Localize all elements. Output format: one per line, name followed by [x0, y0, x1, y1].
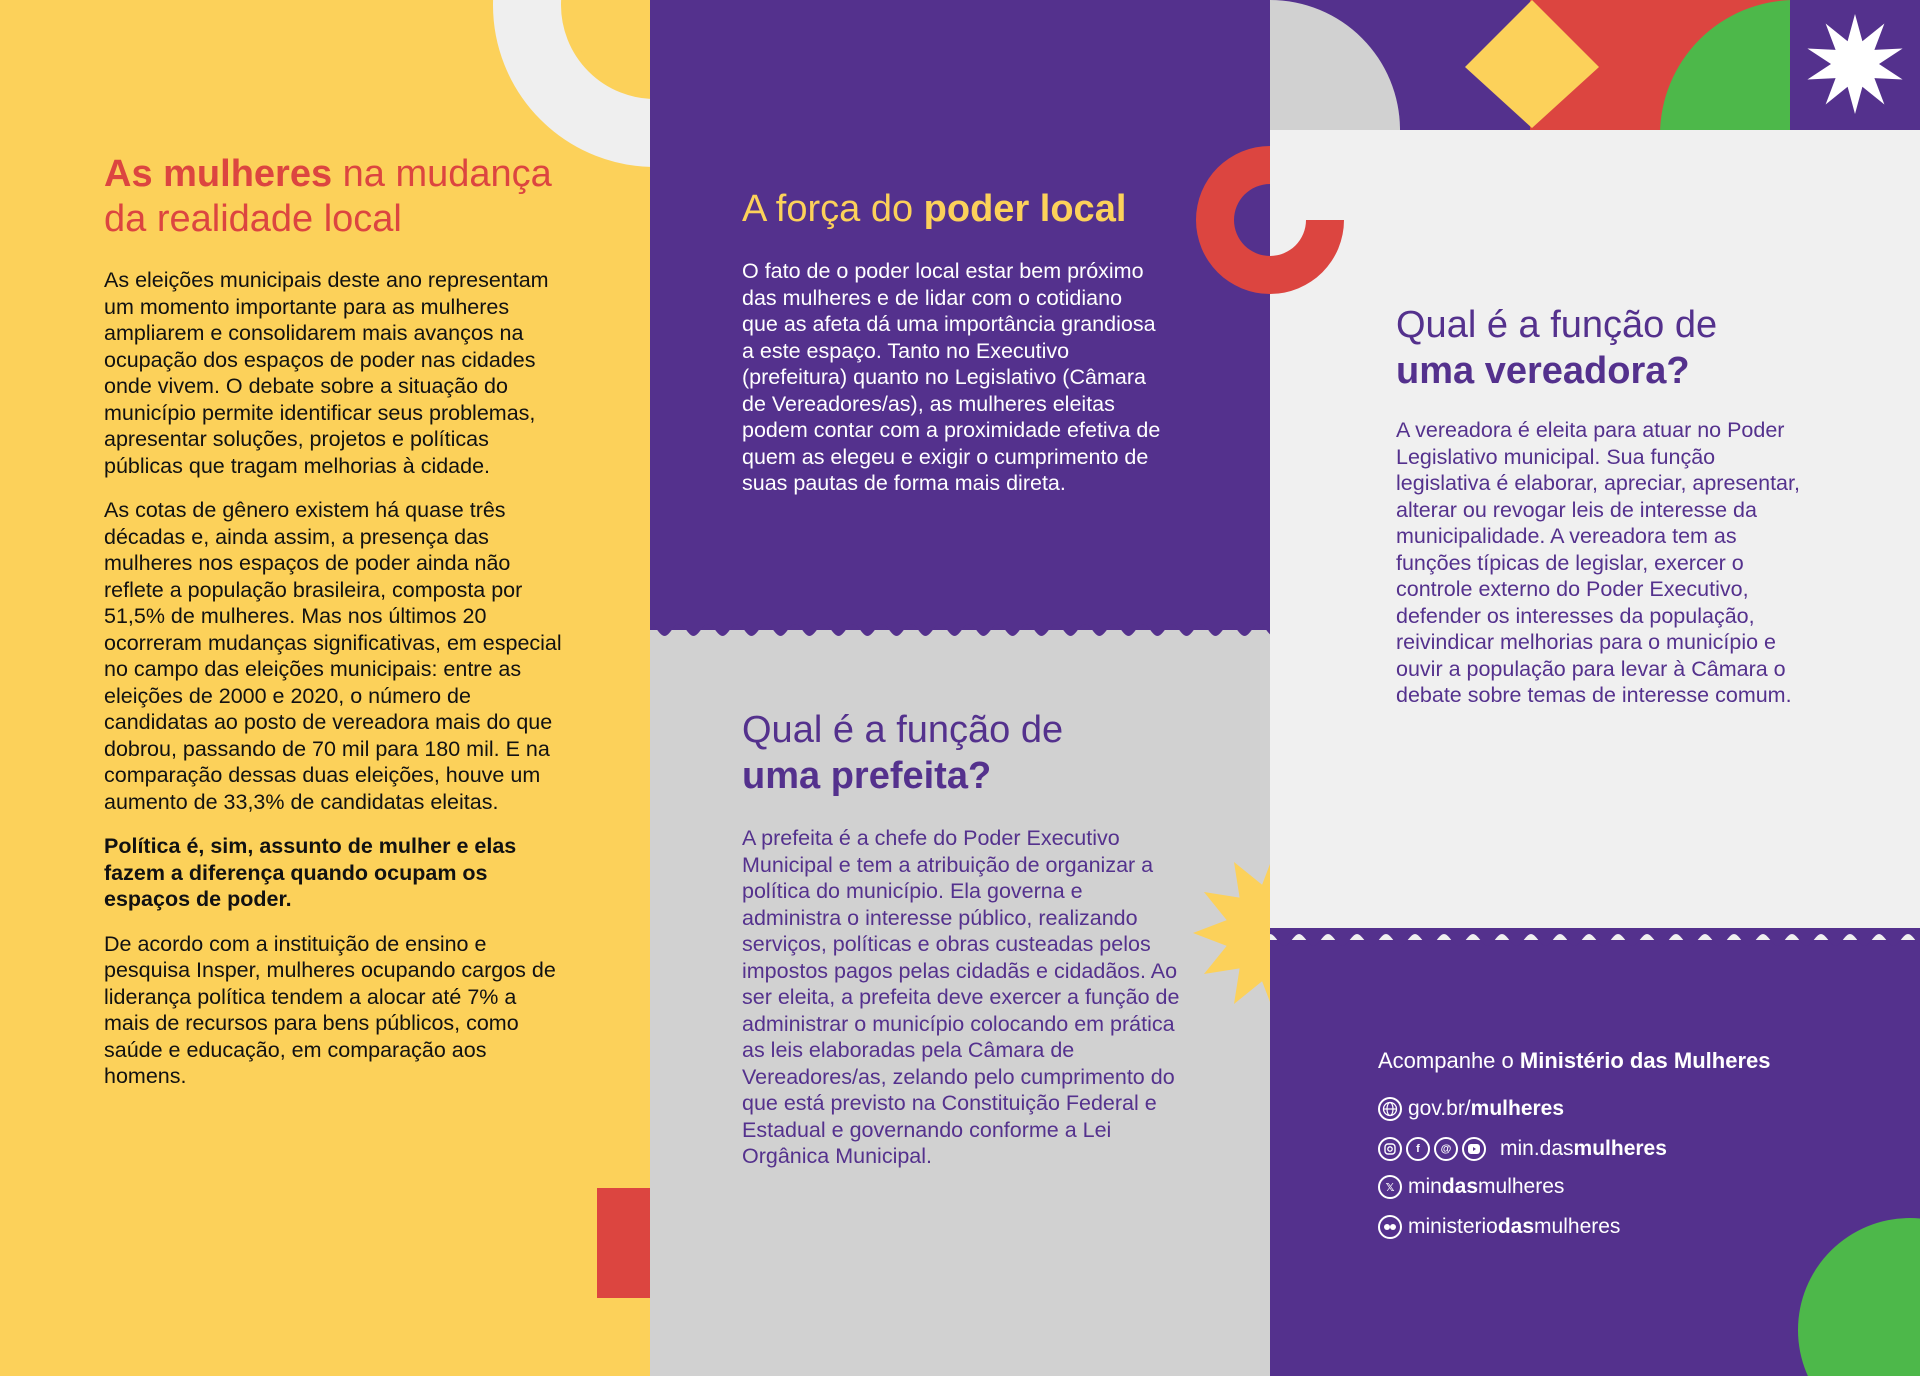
multi-label: min.dasmulheres	[1500, 1137, 1667, 1160]
title-bold: poder local	[923, 188, 1127, 230]
globe-icon	[1378, 1097, 1402, 1121]
green-circle-bottom-decoration	[1780, 1200, 1920, 1376]
social-multi[interactable]	[1378, 1137, 1667, 1161]
x-icon: 𝕏	[1378, 1175, 1402, 1199]
paragraph-2: As cotas de gênero existem há quase três décadas e, ainda assim, a presença das mulheres nos espaços de poder ainda não reflete a população brasileira, composta por 51,5% de mulheres. Mas nos últimos 20 ocorreram mudanças significativas, em especial no campo das eleições municipais: entre as eleições de 2000 e 2020, o número de candidatas ao posto de vereadora mais do que dobrou, passando de 70 mil para 180 mil. E na comparação dessas duas eleições, houve um aumento de 33,3% de candidatas eleitas.	[104, 498, 562, 814]
section-title-mulheres	[104, 152, 624, 242]
follow-heading	[1378, 1048, 1771, 1074]
website-label: gov.br/mulheres	[1408, 1097, 1565, 1120]
paragraph-4: De acordo com a instituição de ensino e pesquisa Insper, mulheres ocupando cargos de liderança política tendem a alocar até 7% a mais de recursos para bens públicos, como saúde e educação, em comparação aos homens.	[104, 931, 556, 1088]
paragraph-1: As eleições municipais deste ano representam um momento importante para as mulheres ampliarem e consolidarem mais avanços na ocupação dos espaços de poder nas cidades onde vivem. O debate sobre a situação do município permite identificar seus problemas, apresentar soluções, projetos e políticas públicas que tragam melhorias à cidade.	[104, 268, 549, 478]
instagram-icon[interactable]	[1378, 1137, 1402, 1161]
title-bold: As mulheres	[104, 153, 333, 195]
gray-quarter-circle-decoration	[1270, 0, 1400, 130]
youtube-icon[interactable]	[1462, 1137, 1486, 1161]
wave-divider	[650, 618, 1270, 646]
section-title-prefeita	[742, 707, 1202, 799]
threads-icon[interactable]: @	[1434, 1137, 1458, 1161]
title-line2: uma prefeita?	[742, 755, 992, 797]
social-flickr[interactable]	[1378, 1215, 1620, 1239]
title-pre: A força do	[742, 188, 924, 230]
title-line1: Qual é a função de	[742, 709, 1064, 751]
paragraph-3-highlight: Política é, sim, assunto de mulher e elas fazem a diferença quando ocupam os espaços de poder.	[104, 834, 517, 911]
yellow-star-decoration	[1190, 848, 1270, 1018]
social-website[interactable]	[1378, 1097, 1564, 1121]
title-line2: da realidade local	[104, 198, 402, 240]
title-rest: na mudança	[332, 153, 552, 195]
panel-poder-local	[650, 0, 1270, 1376]
prefeita-body: A prefeita é a chefe do Poder Executivo Municipal e tem a atribuição de organizar a política do município. Ela governa e administra o interesse público, realizando serviços, políticas e obras custeadas pelos impostos pagos pelas cidadãs e cidadãos. Ao ser eleita, a prefeita deve exercer a função de administrar o município colocando em prática as leis elaboradas pela Câmara de Vereadores/as, zelando pelo cumprimento do que está previsto na Constituição Federal e Estadual e governando conforme a Lei Orgânica Municipal.	[742, 826, 1180, 1168]
yellow-arc-decoration	[580, 0, 650, 80]
wave-divider-2	[1270, 928, 1920, 956]
vereadora-body: A vereadora é eleita para atuar no Poder Legislativo municipal. Sua função legislativa é elaborar, apreciar, apresentar, alterar ou revogar leis de interesse da municipalidade. A vereadora tem as funções típicas de legislar, exercer o controle externo do Poder Executivo, defender os interesses da população, reivindicar melhorias para o município e ouvir a população para levar à Câmara o debate sobre temas de interesse comum.	[1396, 418, 1800, 707]
social-x[interactable]	[1378, 1175, 1564, 1199]
title-line1: Qual é a função de	[1396, 304, 1718, 346]
mulheres-body	[104, 267, 564, 1108]
x-label: mindasmulheres	[1408, 1175, 1565, 1198]
flickr-icon	[1378, 1215, 1402, 1239]
follow-bold: Ministério das Mulheres	[1519, 1048, 1771, 1073]
title-line2: uma vereadora?	[1396, 350, 1690, 392]
panel-vereadora	[1270, 0, 1920, 1376]
section-title-vereadora	[1396, 302, 1896, 394]
follow-pre: Acompanhe o	[1378, 1048, 1520, 1073]
red-ring-decoration	[1178, 128, 1362, 312]
poder-local-body: O fato de o poder local estar bem próximo das mulheres e de lidar com o cotidiano que as afeta dá uma importância grandiosa a este espaço. Tanto no Executivo (prefeitura) quanto no Legislativo (Câmara de Vereadores/as), as mulheres eleitas podem contar com a proximidade efetiva de quem as elegeu e exigir o cumprimento de suas pautas de forma mais direta.	[742, 259, 1161, 495]
section-title-poder-local	[742, 186, 1202, 232]
yellow-diamond-decoration	[1465, 0, 1600, 130]
panel-mulheres-mudanca	[0, 0, 650, 1376]
flickr-label: ministeriodasmulheres	[1408, 1215, 1621, 1238]
facebook-icon[interactable]: f	[1406, 1137, 1430, 1161]
white-star-decoration	[1803, 12, 1907, 116]
red-half-circle-decoration	[597, 1188, 650, 1298]
